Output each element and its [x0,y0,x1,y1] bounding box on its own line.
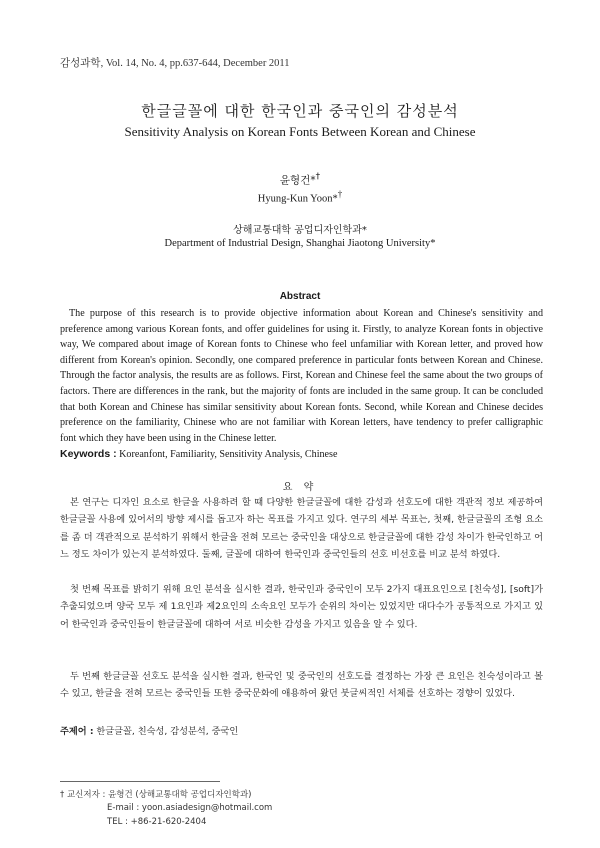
korean-summary-paragraph-1: 본 연구는 디자인 요소로 한글을 사용하려 할 때 다양한 한글글꼴에 대한 감성과 선호도에 대한 객관적 정보 제공하여 한글글꼴 사용에 있어서의 방향 제시를 돕고자 하는 목표를 가지고 있다. 연구의 세부 목표는, 첫째, 한글글꼴의 조형 요소를 좀 더 객관적으로 분석하기 위해서 한글을 전혀 모르는 중국인을 대상으로 한글글꼴에 대한 감성 차이가 한국인하고 어느 정도 차이가 있는지 분석하였다. 둘째, 글꼴에 대하여 한국인과 중국인들의 선호 비선호를 비교 분석 하였다. [60,497,543,560]
abstract-heading: Abstract [279,291,321,302]
paper-title-english: Sensitivity Analysis on Korean Fonts Between Korean and Chinese [124,124,476,139]
author-name-english-text: Hyung-Kun Yoon* [257,193,338,205]
journal-citation: 감성과학, Vol. 14, No. 4, pp.637-644, December 2011 [60,58,290,69]
affiliation-english: Department of Industrial Design, Shanghai Jiaotong University* [164,238,436,249]
footnote-email: E-mail : yoon.asiadesign@hotmail.com [107,803,273,813]
english-keywords-list: Koreanfont, Familiarity, Sensitivity Analysis, Chinese [119,449,338,460]
korean-summary-paragraph-2: 첫 번째 목표를 밝히기 위해 요인 분석을 실시한 결과, 한국인과 중국인이 모두 2가지 대표요인으로 [친숙성], [soft]가 추출되었으며 양국 모두 제 1요인과 제2요인의 소속요인 모두가 순위의 차이는 있었지만 대다수가 공통적으로 가지고 있어 한국인과 중국인들이 한글글꼴에 대하여 서로 비슷한 감성을 가지고 있음을 알 수 있다. [60,584,543,630]
abstract-body: The purpose of this research is to provide objective information about Korean and Chinese's sensitivity and preference among various Korean fonts, and offer guidelines for using it. Firstly, to analyze Korean fonts in objective way, We compared about image of Korean fonts to Chinese who feel unfamiliar with Korean letter, and proved how different from Korean's opinion. Secondly, one compared preference in particular fonts between Korean and Chinese. Through the factor analysis, the results are as follows. First, Korean and Chinese feel the same about the two groups of factors. There are differences in the rank, but the majority of fonts are included in the same group. It can be concluded that both Korean and Chinese has similar sensitivity about Korean fonts. Second, while Korean and Chinese decides preference on the familiarity, Chinese who are not familiar with Korean letters, have tendency to prefer calligraphic font which they have been using in the Chinese letter. [60,308,543,444]
paper-title-korean: 한글글꼴에 대한 한국인과 중국인의 감성분석 [141,102,459,120]
corresponding-author-mark-en: † [337,189,343,199]
author-name-korean-text: 윤형건* [279,174,316,187]
korean-summary-heading: 요 약 [282,482,318,493]
footnote-divider [60,781,220,782]
english-keywords-label: Keywords : [60,448,117,460]
korean-summary-paragraph-3: 두 번째 한글글꼴 선호도 분석을 실시한 결과, 한국인 및 중국인의 선호도를 결정하는 가장 큰 요인은 친숙성이라고 볼 수 있고, 한글을 전혀 모르는 중국인들 또한 중국문화에 애용하여 왔던 붓글씨적인 서체를 선호하는 경향이 있었다. [60,671,543,700]
affiliation-korean: 상해교통대학 공업디자인학과* [233,225,367,236]
corresponding-author-mark: † [315,172,321,182]
author-name-korean [0,172,600,188]
korean-keywords [60,723,543,737]
author-name-english [0,189,600,205]
korean-keywords-label: 주제어 : [60,726,94,737]
korean-keywords-list: 한글글꼴, 친숙성, 감성분석, 중국인 [96,726,239,737]
english-keywords [60,448,543,460]
footnote-corresponding-author: † 교신저자 : 윤형건 (상해교통대학 공업디자인학과) [60,790,252,800]
footnote-phone: TEL : +86-21-620-2404 [107,817,207,827]
